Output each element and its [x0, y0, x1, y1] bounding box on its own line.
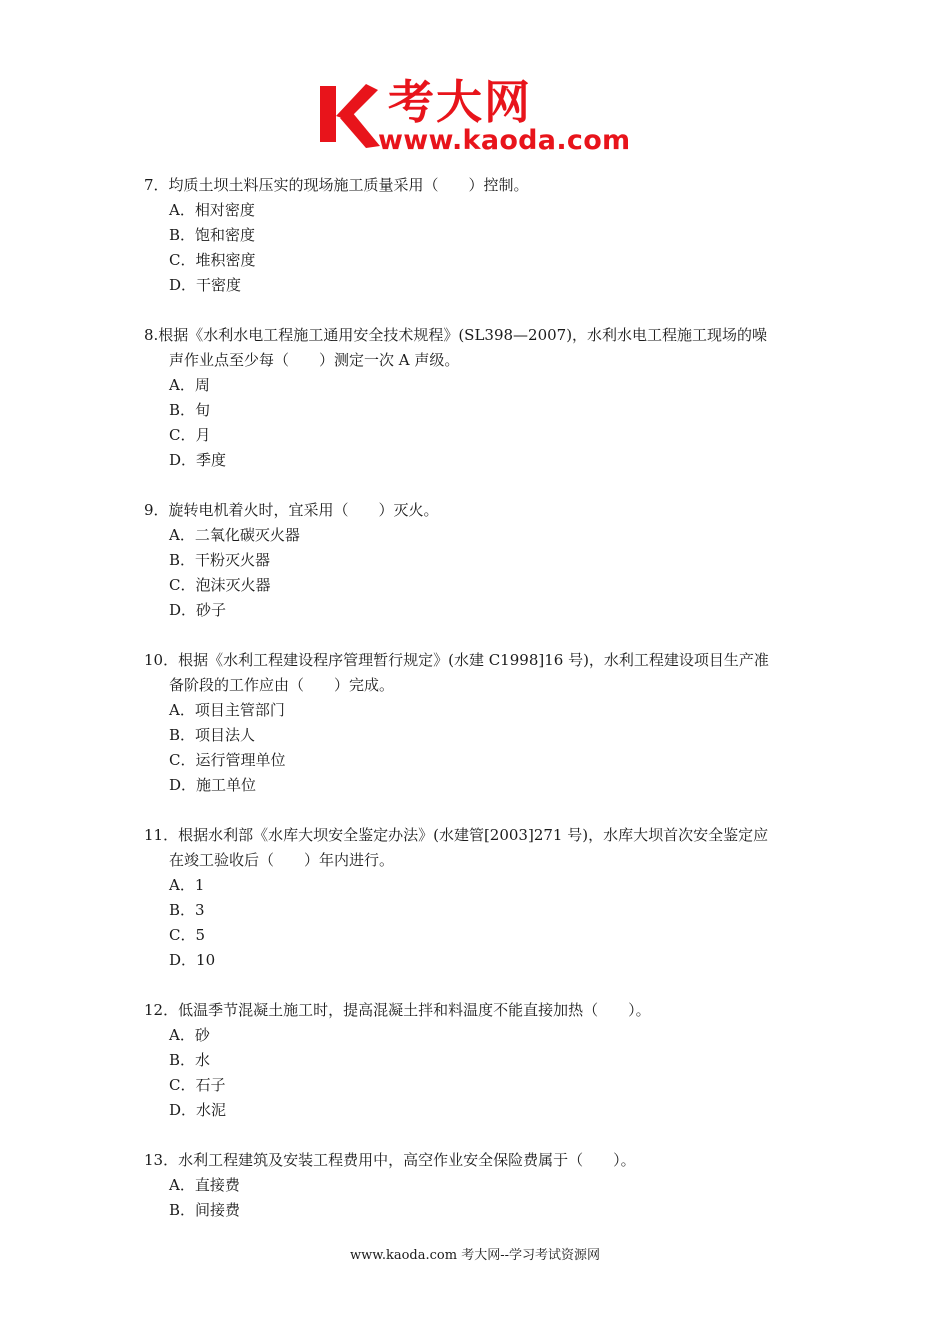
answer-option: C．运行管理单位	[169, 751, 286, 769]
question-stem: 声作业点至少每（ ）测定一次 A 声级。	[169, 351, 460, 369]
answer-option: B．水	[169, 1051, 211, 1069]
answer-option: B．干粉灭火器	[169, 551, 271, 569]
answer-option: B．旬	[169, 401, 211, 419]
answer-option: C．石子	[169, 1076, 226, 1094]
question-stem: 10．根据《水利工程建设程序管理暂行规定》(水建 C1998]16 号)，水利工程建设项目生产准	[144, 651, 769, 669]
answer-option: B．间接费	[169, 1201, 241, 1219]
question-list	[144, 173, 814, 1248]
answer-option: A．二氧化碳灭火器	[169, 526, 300, 544]
answer-option: D．施工单位	[169, 776, 257, 794]
answer-option: A．项目主管部门	[169, 701, 285, 719]
question-item	[144, 173, 814, 298]
question-stem: 9．旋转电机着火时，宜采用（ ）灭火。	[144, 501, 439, 519]
question-stem: 在竣工验收后（ ）年内进行。	[169, 851, 395, 869]
question-item	[144, 1148, 814, 1223]
answer-option: B．3	[169, 901, 205, 919]
answer-option: C．5	[169, 926, 206, 944]
question-stem: 8.根据《水利水电工程施工通用安全技术规程》(SL398—2007)，水利水电工程施工现场的噪	[144, 326, 768, 344]
question-item	[144, 823, 814, 973]
question-stem: 7．均质土坝土料压实的现场施工质量采用（ ）控制。	[144, 176, 529, 194]
answer-option: C．月	[169, 426, 211, 444]
answer-option: A．1	[169, 876, 205, 894]
logo-brand-cn: 考大网	[388, 75, 532, 129]
answer-option: D．季度	[169, 451, 227, 469]
kaoda-logo	[318, 75, 640, 158]
answer-option: D．砂子	[169, 601, 227, 619]
question-item	[144, 998, 814, 1123]
k-logo-icon	[318, 80, 382, 150]
page-footer: www.kaoda.com 考大网--学习考试资源网	[350, 1248, 600, 1263]
answer-option: B．饱和密度	[169, 226, 256, 244]
question-item	[144, 323, 814, 473]
answer-option: D．水泥	[169, 1101, 227, 1119]
logo-brand-url: www.kaoda.com	[378, 125, 631, 156]
answer-option: B．项目法人	[169, 726, 256, 744]
question-stem: 11．根据水利部《水库大坝安全鉴定办法》(水建管[2003]271 号)，水库大坝首次安全鉴定应	[144, 826, 769, 844]
answer-option: A．直接费	[169, 1176, 240, 1194]
answer-option: C．泡沫灭火器	[169, 576, 271, 594]
answer-option: C．堆积密度	[169, 251, 256, 269]
question-stem: 13．水利工程建筑及安装工程费用中，高空作业安全保险费属于（ ）。	[144, 1151, 636, 1169]
question-stem: 12．低温季节混凝土施工时，提高混凝土拌和料温度不能直接加热（ ）。	[144, 1001, 651, 1019]
answer-option: A．周	[169, 376, 210, 394]
answer-option: A．相对密度	[169, 201, 255, 219]
answer-option: A．砂	[169, 1026, 210, 1044]
question-item	[144, 498, 814, 623]
answer-option: D．10	[169, 951, 216, 969]
question-item	[144, 648, 814, 798]
question-stem: 备阶段的工作应由（ ）完成。	[169, 676, 395, 694]
answer-option: D．干密度	[169, 276, 242, 294]
